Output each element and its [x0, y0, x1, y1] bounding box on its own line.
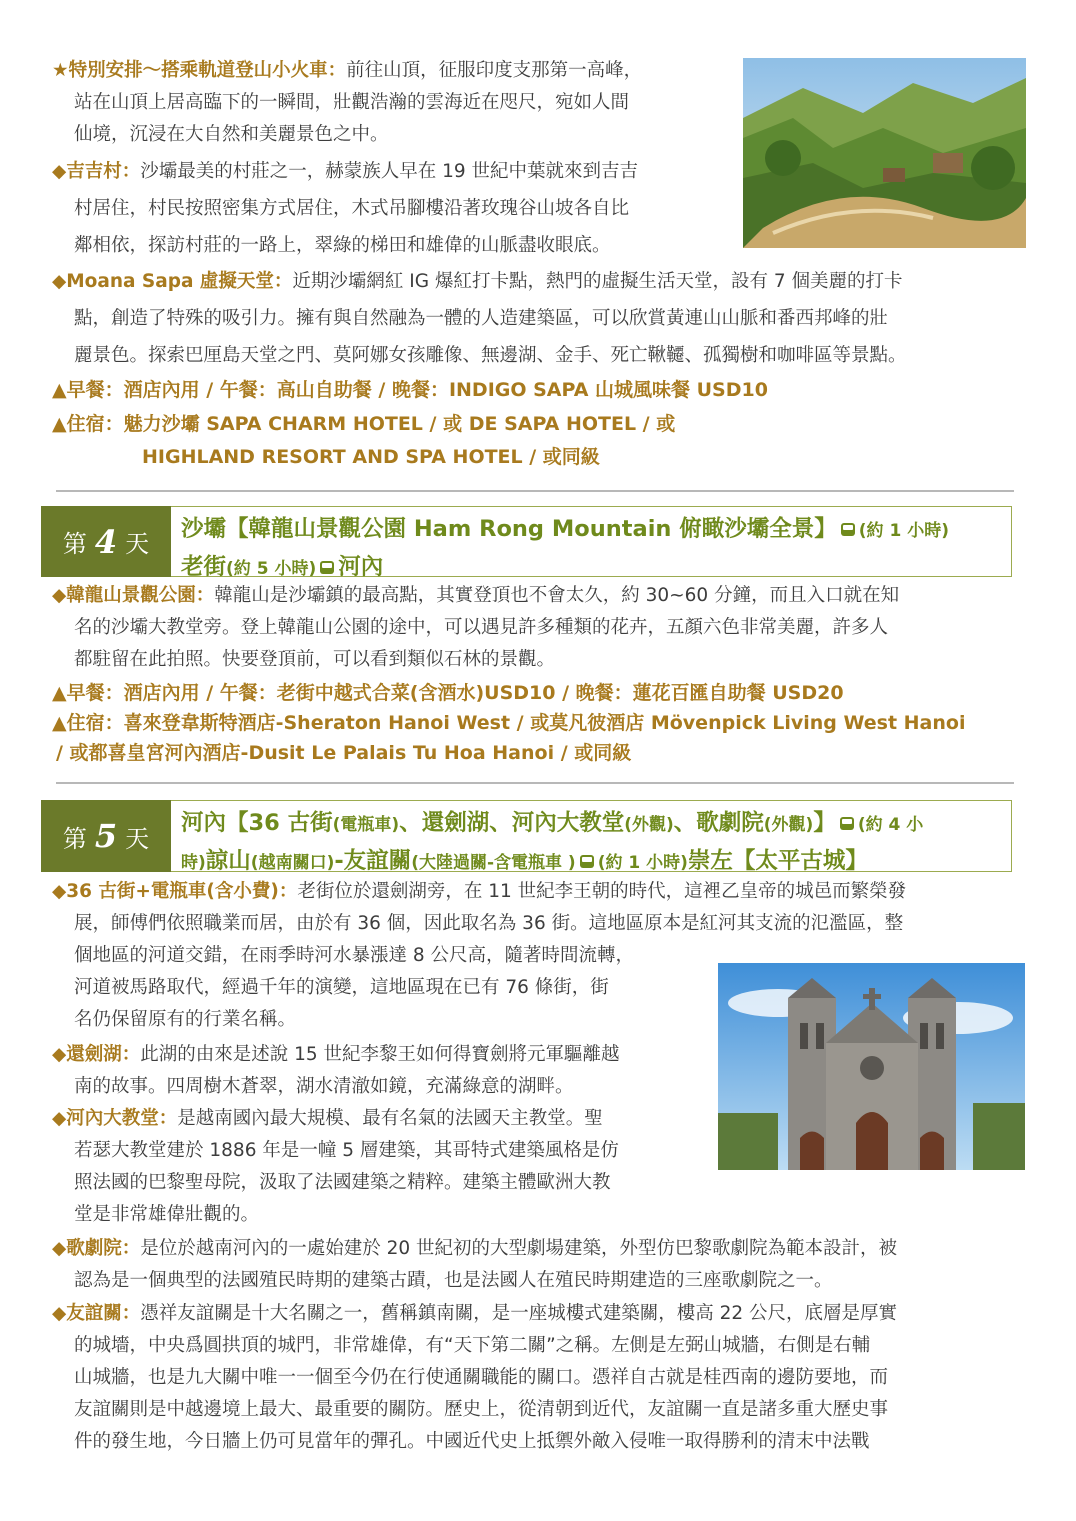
bus-icon: [841, 523, 855, 536]
street36-paragraph: ◆36 古街+電瓶車(含小費)：老街位於還劍湖旁，在 11 世紀李王朝的時代，這裡乙皇帝的城邑而繁榮發 展，師傅們依照職業而居，由於有 36 個，因此取名為 36 街。這地區原本是紅河其支流的氾濫區，整 個地區的河道交錯，在雨季時河水暴漲達 8 公尺高，隨著時間流轉， 河道被馬路取代，經過千年的演變，這地區現在已有 76 條街，街 名仍保留原有的行業名稱。: [52, 881, 907, 1030]
cat-village-title: ◆吉吉村：: [52, 161, 141, 182]
day4-header: 沙壩【韓龍山景觀公園 Ham Rong Mountain 俯瞰沙壩全景】 (約 1 小時) 老街(約 5 小時) 河內: [171, 506, 1012, 577]
divider: [56, 490, 1014, 492]
day5-header: 河內【36 古街(電瓶車)、還劍湖、河內大教堂(外觀)、歌劇院(外觀)】 (約 4 小 時)諒山(越南關口)-友誼關(大陸過關-含電瓶車 ) (約 1 小時)崇左【太平古城】: [171, 800, 1012, 872]
moana-paragraph: ◆Moana Sapa 虛擬天堂：近期沙壩網紅 IG 爆紅打卡點，熱門的虛擬生活天堂，設有 7 個美麗的打卡 點，創造了特殊的吸引力。擁有與自然融為一體的人造建築區，可以欣賞黃連山山脈和番西邦峰的壯 麗景色。探索巴厘島天堂之門、莫阿娜女孩雕像、無邊湖、金手、死亡鞦韆、孤獨樹和咖啡區等景點。: [52, 271, 907, 366]
train-title: ★特別安排～搭乘軌道登山小火車：: [52, 60, 347, 81]
day3-hotel: ▲住宿：魅力沙壩 SAPA CHARM HOTEL / 或 DE SAPA HOTEL / 或 HIGHLAND RESORT AND SPA HOTEL / 或同級: [52, 413, 676, 468]
opera-paragraph: ◆歌劇院：是位於越南河內的一處始建於 20 世紀初的大型劇場建築，外型仿巴黎歌劇院為範本設計，被 認為是一個典型的法國殖民時期的建築古蹟，也是法國人在殖民時期建造的三座歌劇院之一。: [52, 1238, 898, 1291]
hamrong-paragraph: ◆韓龍山景觀公園：韓龍山是沙壩鎮的最高點，其實登頂也不會太久，約 30~60 分鐘，而且入口就在知 名的沙壩大教堂旁。登上韓龍山公園的途中，可以遇見許多種類的花卉，五顏六色非常美麗，許多人 都駐留在此拍照。快要登頂前，可以看到類似石林的景觀。: [52, 585, 900, 670]
moana-title: ◆Moana Sapa 虛擬天堂：: [52, 271, 293, 292]
sword-lake-paragraph: ◆還劍湖：此湖的由來是述說 15 世紀李黎王如何得寶劍將元軍驅離越 南的故事。四周樹木蒼翠，湖水清澈如鏡，充滿綠意的湖畔。: [52, 1044, 620, 1097]
hamrong-title: ◆韓龍山景觀公園：: [52, 585, 215, 606]
train-paragraph: ★特別安排～搭乘軌道登山小火車：前往山頂，征服印度支那第一高峰， 站在山頂上居高臨下的一瞬間，壯觀浩瀚的雲海近在咫尺，宛如人間 仙境，沉浸在大自然和美麗景色之中。: [52, 60, 643, 145]
friendship-gate-title: ◆友誼關：: [52, 1303, 141, 1324]
cathedral-paragraph: ◆河內大教堂：是越南國內最大規模、最有名氣的法國天主教堂。聖 若瑟大教堂建於 1886 年是一幢 5 層建築，其哥特式建築風格是仿 照法國的巴黎聖母院，汲取了法國建築之精粹。建築主體歐洲大教 堂是非常雄偉壯觀的。: [52, 1108, 619, 1225]
cat-village-paragraph: ◆吉吉村：沙壩最美的村莊之一，赫蒙族人早在 19 世紀中葉就來到吉吉 村居住，村民按照密集方式居住，木式吊腳樓沿著玫瑰谷山坡各自比 鄰相依，探訪村莊的一路上，翠綠的梯田和雄偉的山脈盡收眼底。: [52, 161, 639, 256]
day4-badge: 第 4 天: [41, 506, 171, 577]
sword-lake-title: ◆還劍湖：: [52, 1044, 141, 1065]
opera-title: ◆歌劇院：: [52, 1238, 141, 1259]
bus-icon: [320, 561, 334, 574]
day3-meals: ▲早餐：酒店內用 / 午餐：高山自助餐 / 晚餐：INDIGO SAPA 山城風味餐 USD10: [52, 379, 768, 401]
friendship-gate-paragraph: ◆友誼關：憑祥友誼關是十大名關之一，舊稱鎮南關，是一座城樓式建築關，樓高 22 公尺，底層是厚實 的城墻，中央爲圓拱頂的城門，非常雄偉，有“天下第二關”之稱。左側是左弼山城牆，右側是右輔 山城牆，也是九大關中唯一一個至今仍在行使通關職能的關口。憑祥自古就是桂西南的邊防要地，而 友誼關則是中越邊境上最大、最重要的關防。歷史上，從清朝到近代，友誼關一直是諸多重大歷史事 件的發生地，今日牆上仍可見當年的彈孔。中國近代史上抵禦外敵入侵唯一取得勝利的清末中法戰: [52, 1303, 898, 1452]
day4-meals: ▲早餐：酒店內用 / 午餐：老街中越式合菜(含酒水)USD10 / 晚餐：蓮花百匯自助餐 USD20: [52, 682, 844, 704]
mountain-village-photo: [743, 58, 1026, 248]
day5-badge: 第 5 天: [41, 800, 171, 872]
street36-title: ◆36 古街+電瓶車(含小費)：: [52, 881, 298, 902]
hanoi-cathedral-photo: [718, 963, 1025, 1170]
divider: [56, 782, 1014, 784]
day4-hotel: ▲住宿：喜來登韋斯特酒店-Sheraton Hanoi West / 或莫凡彼酒店 Mövenpick Living West Hanoi / 或都喜皇宮河內酒店-Dusit Le Palais Tu Hoa Hanoi / 或同級: [52, 712, 966, 764]
cathedral-title: ◆河內大教堂：: [52, 1108, 178, 1129]
bus-icon: [840, 817, 854, 830]
bus-icon: [580, 855, 594, 868]
